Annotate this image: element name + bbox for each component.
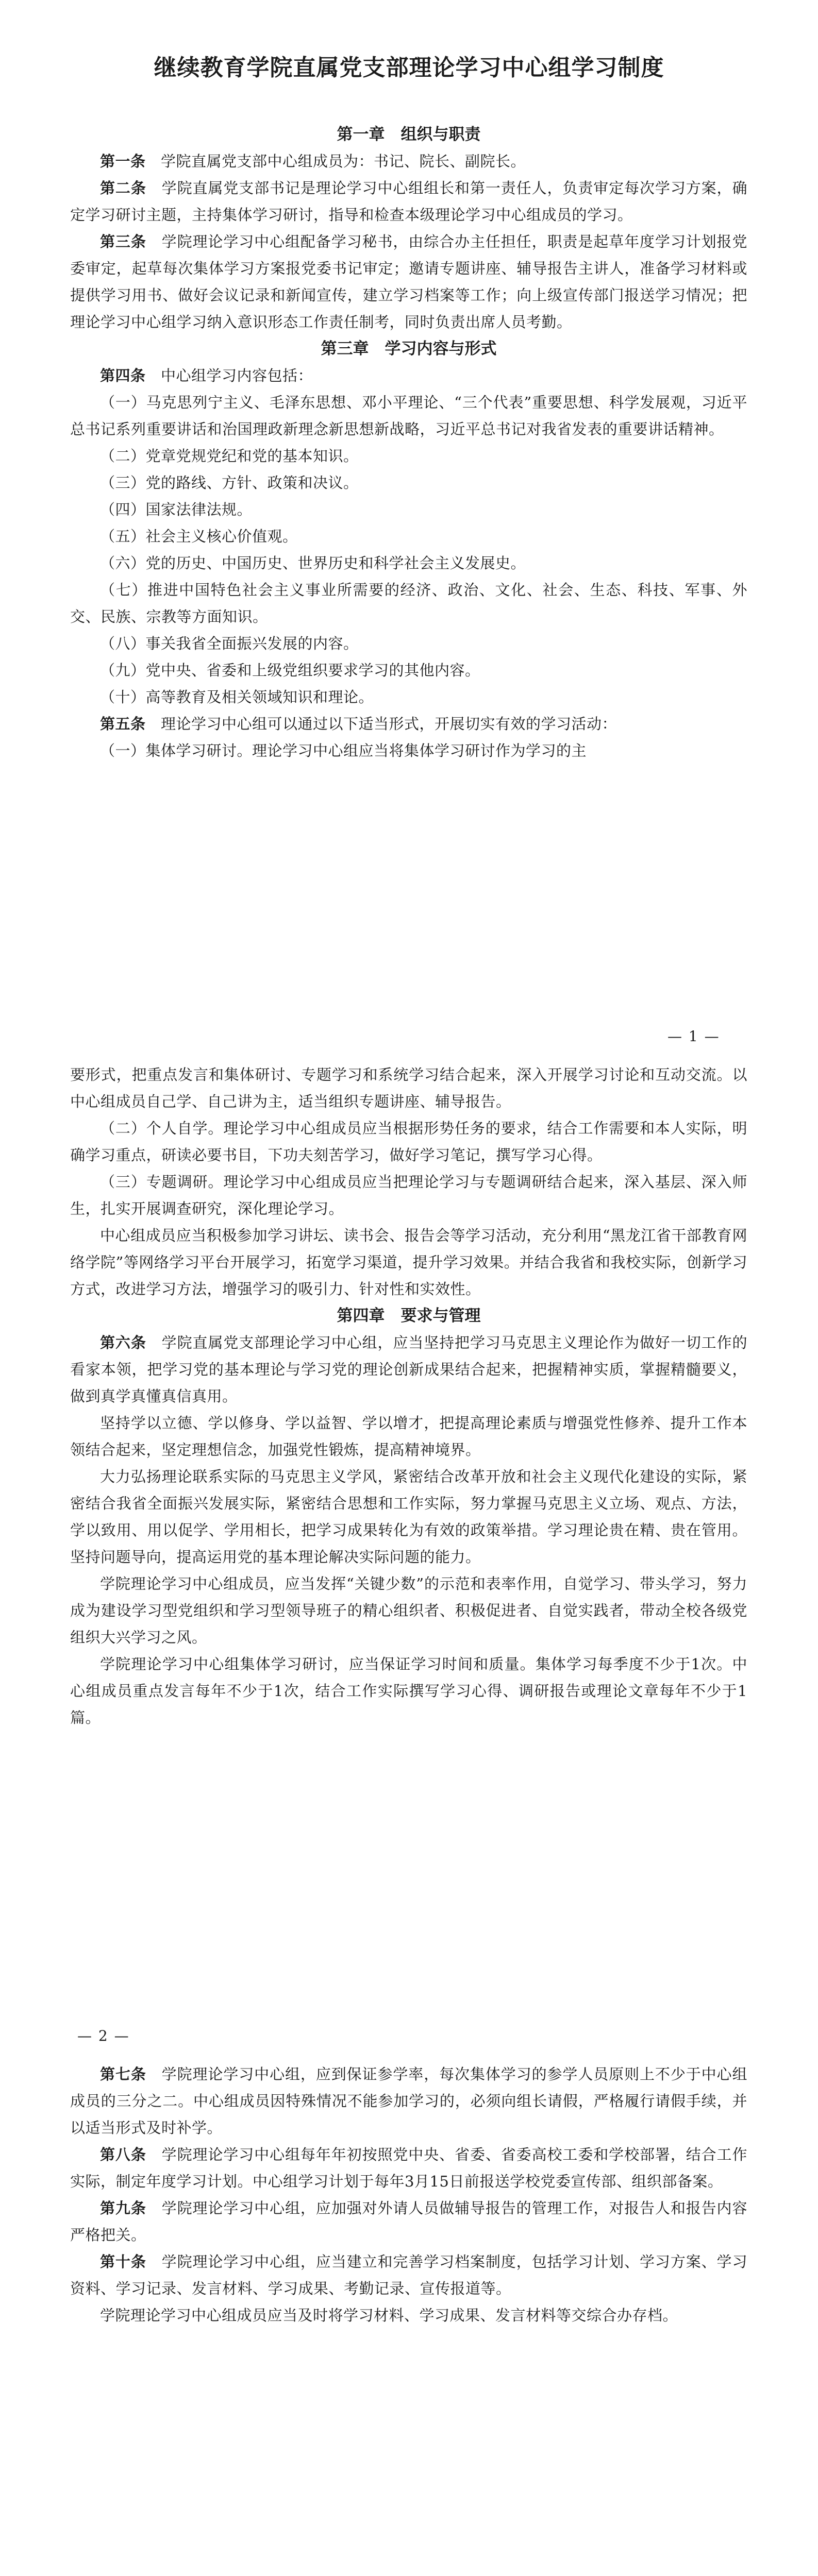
article-7 (70, 2061, 747, 2141)
content-item: （一）马克思列宁主义、毛泽东思想、邓小平理论、“三个代表”重要思想、科学发展观，习近平总书记系列重要讲话和治国理政新理念新思想新战略，习近平总书记对我省发表的重要讲话精神。 (70, 394, 747, 438)
paragraph: 学院理论学习中心组成员，应当发挥“关键少数”的示范和表率作用，自觉学习、带头学习，努力成为建设学习型党组织和学习型领导班子的精心组织者、积极促进者、自觉实践者，带动全校各级党组织大兴学习之风。 (70, 1575, 747, 1646)
chapter-heading: 第四章 要求与管理 (337, 1307, 481, 1325)
form-item: （一）集体学习研讨。理论学习中心组应当将集体学习研讨作为学习的主 (100, 742, 587, 759)
page-number-1: — 1 — (667, 1028, 720, 1045)
page-number-2: — 2 — (77, 2027, 130, 2044)
article-label: 第十条 (100, 2253, 146, 2270)
article-label: 第七条 (100, 2065, 146, 2083)
chapter-heading: 第三章 学习内容与形式 (321, 340, 497, 358)
article-label: 第三条 (100, 233, 146, 250)
article-text: 学院直属党支部理论学习中心组，应当坚持把学习马克思主义理论作为做好一切工作的看家本领，把学习党的基本理论与学习党的理论创新成果结合起来，把握精神实质，掌握精髓要义，做到真学真懂真信真用。 (70, 1334, 747, 1405)
article-label: 第九条 (100, 2199, 146, 2217)
paragraph: 大力弘扬理论联系实际的马克思主义学风，紧密结合改革开放和社会主义现代化建设的实际，紧密结合我省全面振兴发展实际，紧密结合思想和工作实际，努力掌握马克思主义立场、观点、方法，学以致用、用以促学、学用相长，把学习成果转化为有效的政策举措。学习理论贵在精、贵在管用。坚持问题导向，提高运用党的基本理论解决实际问题的能力。 (70, 1468, 747, 1566)
page-2-body (70, 1061, 747, 1731)
article-label: 第一条 (100, 152, 146, 170)
content-item: （七）推进中国特色社会主义事业所需要的经济、政治、文化、社会、生态、科技、军事、外交、民族、宗教等方面知识。 (70, 581, 747, 625)
content-item: （四）国家法律法规。 (100, 501, 253, 518)
article-4 (70, 362, 747, 389)
content-item: （八）事关我省全面振兴发展的内容。 (100, 635, 359, 652)
content-item: （三）党的路线、方针、政策和决议。 (100, 474, 359, 492)
article-label: 第四条 (100, 367, 146, 384)
paragraph: 学院理论学习中心组成员应当及时将学习材料、学习成果、发言材料等交综合办存档。 (100, 2307, 678, 2324)
chapter-heading: 第一章 组织与职责 (337, 125, 481, 144)
content-item: （五）社会主义核心价值观。 (100, 528, 298, 545)
article-label: 第二条 (100, 179, 146, 197)
article-text: 学院直属党支部中心组成员为：书记、院长、副院长。 (161, 152, 526, 170)
article-3 (70, 228, 747, 335)
article-text: 学院理论学习中心组，应到保证参学率，每次集体学习的参学人员原则上不少于中心组成员的三分之二。中心组成员因特殊情况不能参加学习的，必须向组长请假，严格履行请假手续，并以适当形式及时补学。 (70, 2065, 747, 2137)
paragraph: （三）专题调研。理论学习中心组成员应当把理论学习与专题调研结合起来，深入基层、深入师生，扎实开展调查研究，深化理论学习。 (70, 1173, 747, 1217)
article-9 (70, 2195, 747, 2248)
article-10 (70, 2248, 747, 2302)
content-item: （二）党章党规党纪和党的基本知识。 (100, 447, 359, 465)
article-text: 学院直属党支部书记是理论学习中心组组长和第一责任人，负责审定每次学习方案，确定学习研讨主题，主持集体学习研讨，指导和检查本级理论学习中心组成员的学习。 (70, 179, 747, 224)
article-text: 中心组学习内容包括： (161, 367, 313, 384)
paragraph: 学院理论学习中心组集体学习研讨，应当保证学习时间和质量。集体学习每季度不少于1次。中心组成员重点发言每年不少于1次，结合工作实际撰写学习心得、调研报告或理论文章每年不少于1篇。 (70, 1655, 747, 1726)
article-text: 学院理论学习中心组，应加强对外请人员做辅导报告的管理工作，对报告人和报告内容严格把关。 (70, 2199, 747, 2244)
article-5 (70, 710, 747, 737)
paragraph: （二）个人自学。理论学习中心组成员应当根据形势任务的要求，结合工作需要和本人实际，明确学习重点，研读必要书目，下功夫刻苦学习，做好学习笔记，撰写学习心得。 (70, 1120, 747, 1164)
article-label: 第六条 (100, 1334, 146, 1351)
article-text: 学院理论学习中心组配备学习秘书，由综合办主任担任，职责是起草年度学习计划报党委审定，起草每次集体学习方案报党委书记审定；邀请专题讲座、辅导报告主讲人，准备学习材料或提供学习用书、做好会议记录和新闻宣传，建立学习档案等工作；向上级宣传部门报送学习情况；把理论学习中心组学习纳入意识形态工作责任制考，同时负责出席人员考勤。 (70, 233, 747, 331)
paragraph: 中心组成员应当积极参加学习讲坛、读书会、报告会等学习活动，充分利用“黑龙江省干部教育网络学院”等网络学习平台开展学习，拓宽学习渠道，提升学习效果。并结合我省和我校实际，创新学习方式，改进学习方法，增强学习的吸引力、针对性和实效性。 (70, 1227, 747, 1298)
article-text: 学院理论学习中心组每年年初按照党中央、省委、省委高校工委和学校部署，结合工作实际，制定年度学习计划。中心组学习计划于每年3月15日前报送学校党委宣传部、组织部备案。 (70, 2146, 747, 2190)
page-1-body (70, 121, 747, 764)
content-item: （十）高等教育及相关领域知识和理论。 (100, 688, 374, 706)
article-2 (70, 175, 747, 228)
article-text: 理论学习中心组可以通过以下适当形式，开展切实有效的学习活动： (161, 715, 617, 733)
article-6 (70, 1329, 747, 1410)
paragraph: 要形式，把重点发言和集体研讨、专题学习和系统学习结合起来，深入开展学习讨论和互动交流。以中心组成员自己学、自己讲为主，适当组织专题讲座、辅导报告。 (70, 1066, 747, 1110)
article-label: 第五条 (100, 715, 146, 733)
page-3-body (70, 2061, 747, 2329)
content-item: （六）党的历史、中国历史、世界历史和科学社会主义发展史。 (100, 554, 526, 572)
article-1 (70, 148, 747, 175)
article-text: 学院理论学习中心组，应当建立和完善学习档案制度，包括学习计划、学习方案、学习资料、学习记录、发言材料、学习成果、考勤记录、宣传报道等。 (70, 2253, 747, 2297)
document-title: 继续教育学院直属党支部理论学习中心组学习制度 (154, 55, 664, 81)
article-label: 第八条 (100, 2146, 146, 2163)
content-item: （九）党中央、省委和上级党组织要求学习的其他内容。 (100, 662, 480, 679)
paragraph: 坚持学以立德、学以修身、学以益智、学以增才，把提高理论素质与增强党性修养、提升工作本领结合起来，坚定理想信念，加强党性锻炼，提高精神境界。 (70, 1414, 747, 1459)
article-8 (70, 2141, 747, 2195)
